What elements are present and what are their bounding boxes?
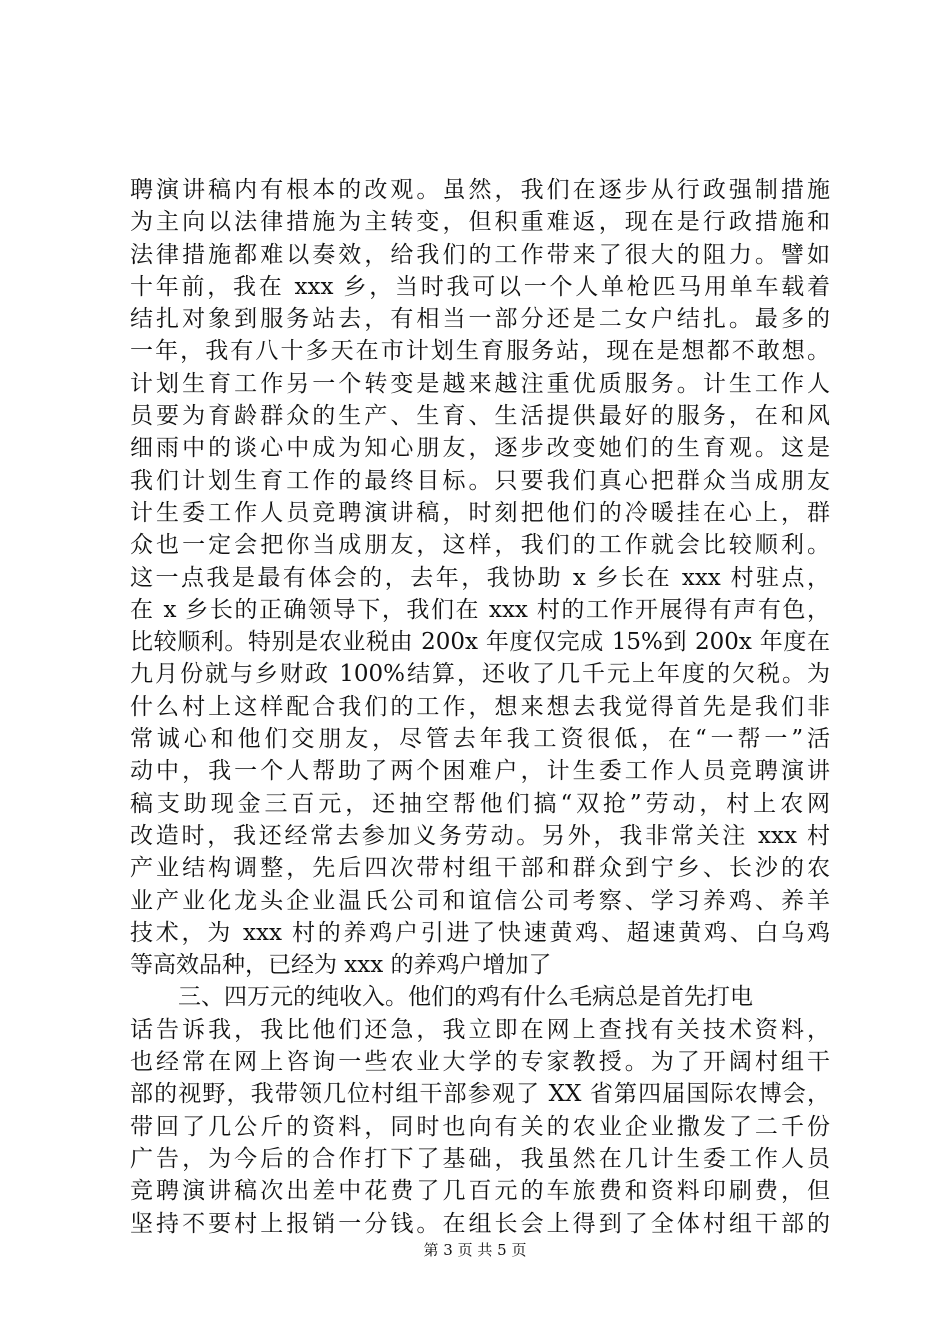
text-line: 竞聘演讲稿次出差中花费了几百元的车旅费和资料印刷费，但: [130, 1178, 830, 1205]
body-text: [130, 174, 830, 1240]
text-line: 技术，为 xxx 村的养鸡户引进了快速黄鸡、超速黄鸡、白乌鸡: [130, 919, 830, 946]
text-line: 员要为育龄群众的生产、生育、生活提供最好的服务，在和风: [130, 403, 830, 430]
text-line: 九月份就与乡财政 100%结算，还收了几千元上年度的欠税。为: [130, 661, 830, 688]
text-line: 带回了几公斤的资料，同时也向有关的农业企业撒发了二千份: [130, 1113, 830, 1140]
text-line: 我们计划生育工作的最终目标。只要我们真心把群众当成朋友: [130, 467, 830, 494]
text-line: 等高效品种，已经为 xxx 的养鸡户增加了: [130, 952, 552, 979]
text-line: 聘演讲稿内有根本的改观。虽然，我们在逐步从行政强制措施: [130, 177, 830, 203]
text-line: 动中，我一个人帮助了两个困难户，计生委工作人员竞聘演讲: [130, 758, 830, 785]
text-line: 改造时，我还经常去参加义务劳动。另外，我非常关注 xxx 村: [130, 822, 830, 849]
text-line: 众也一定会把你当成朋友，这样，我们的工作就会比较顺利。: [130, 532, 830, 559]
text-line: 结扎对象到服务站去，有相当一部分还是二女户结扎。最多的: [130, 306, 830, 333]
paragraph-start-line: 三、四万元的纯收入。他们的鸡有什么毛病总是首先打电: [178, 984, 753, 1011]
text-line: 也经常在网上咨询一些农业大学的专家教授。为了开阔村组干: [130, 1049, 830, 1076]
text-line: 产业结构调整，先后四次带村组干部和群众到宁乡、长沙的农: [130, 855, 830, 882]
text-line: 什么村上这样配合我们的工作，想来想去我觉得首先是我们非: [130, 693, 830, 720]
text-line: 在 x 乡长的正确领导下，我们在 xxx 村的工作开展得有声有色，: [130, 596, 830, 623]
page-number: 第 3 页 共 5 页: [423, 1241, 527, 1259]
text-line: 部的视野，我带领几位村组干部参观了 XX 省第四届国际农博会，: [130, 1081, 830, 1108]
text-line: 一年，我有八十多天在市计划生育服务站，现在是想都不敢想。: [130, 338, 830, 365]
text-line: 计划生育工作另一个转变是越来越注重优质服务。计生工作人: [130, 370, 830, 397]
text-line: 十年前，我在 xxx 乡，当时我可以一个人单枪匹马用单车载着: [130, 273, 830, 300]
text-line: 稿支助现金三百元，还抽空帮他们搞“双抢”劳动，村上农网: [130, 790, 830, 817]
text-line: 话告诉我，我比他们还急，我立即在网上查找有关技术资料，: [130, 1016, 830, 1043]
text-line: 细雨中的谈心中成为知心朋友，逐步改变她们的生育观。这是: [130, 435, 830, 462]
text-line: 为主向以法律措施为主转变，但积重难返，现在是行政措施和: [130, 209, 830, 236]
text-line: 常诚心和他们交朋友，尽管去年我工资很低，在“一帮一”活: [130, 726, 830, 753]
text-line: 法律措施都难以奏效，给我们的工作带来了很大的阻力。譬如: [130, 241, 830, 268]
text-line: 业产业化龙头企业温氏公司和谊信公司考察、学习养鸡、养羊: [130, 887, 830, 914]
text-line: 比较顺利。特别是农业税由 200x 年度仅完成 15%到 200x 年度在: [130, 629, 830, 656]
text-line: 广告，为今后的合作打下了基础，我虽然在几计生委工作人员: [130, 1145, 830, 1172]
text-line: 计生委工作人员竞聘演讲稿，时刻把他们的冷暖挂在心上，群: [130, 499, 830, 526]
text-line: 这一点我是最有体会的，去年，我协助 x 乡长在 xxx 村驻点，: [130, 564, 830, 591]
page-footer: [0, 1240, 950, 1260]
text-line: 坚持不要村上报销一分钱。在组长会上得到了全体村组干部的: [130, 1210, 830, 1237]
